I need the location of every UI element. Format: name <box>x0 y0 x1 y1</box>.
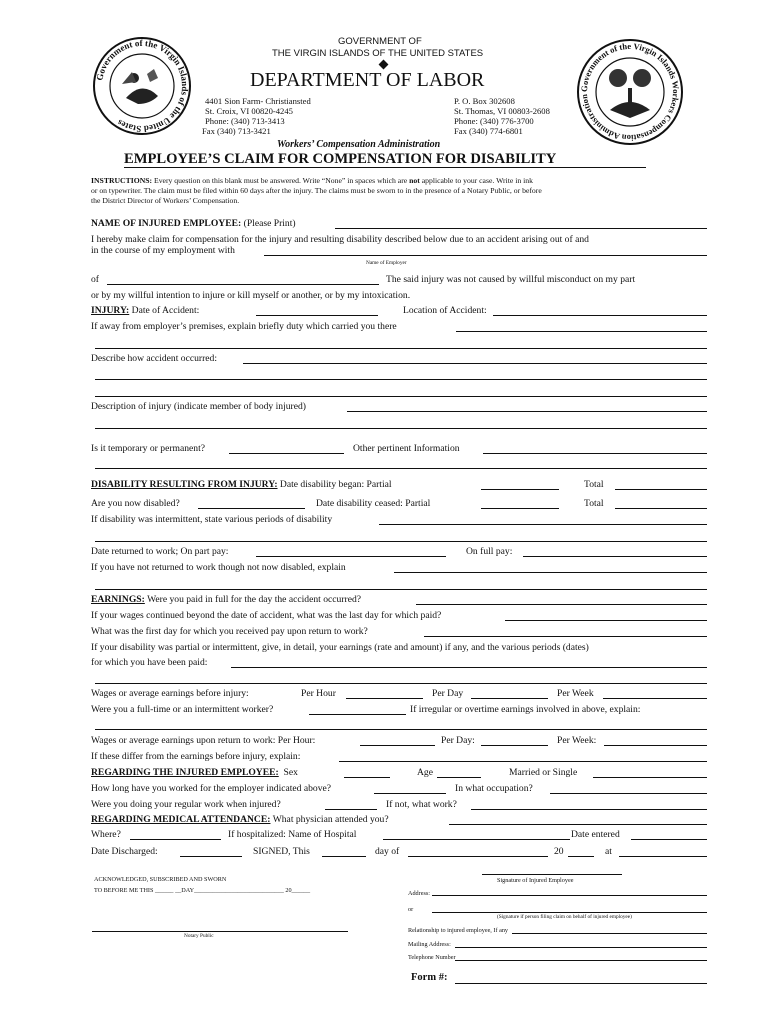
describe-accident-field-3[interactable] <box>95 396 707 397</box>
not-returned-field[interactable] <box>394 572 707 573</box>
phone-field[interactable] <box>455 960 707 961</box>
irregular-label: If irregular or overtime earnings involved in above, explain: <box>410 704 641 715</box>
describe-accident-field-2[interactable] <box>95 379 707 380</box>
mailing-label: Mailing Address: <box>408 941 451 948</box>
differ-field[interactable] <box>339 761 707 762</box>
left-address-4: Fax (340) 713-3421 <box>202 126 271 136</box>
title-underline <box>124 167 646 168</box>
after-per-week-field[interactable] <box>604 745 707 746</box>
gov-line-1: GOVERNMENT OF <box>338 36 422 47</box>
regarding-medical-row: REGARDING MEDICAL ATTENDANCE: What physician attended you? <box>91 814 389 825</box>
away-duty-field-2[interactable] <box>95 348 707 349</box>
first-day-label: What was the first day for which you received pay upon return to work? <box>91 626 368 637</box>
on-full-pay-label: On full pay: <box>466 546 513 557</box>
wages-continued-field[interactable] <box>505 620 707 621</box>
signed-at-field[interactable] <box>619 856 707 857</box>
employer-caption: Name of Employer <box>366 260 407 266</box>
left-address-3: Phone: (340) 713-3413 <box>205 116 285 126</box>
fulltime-label: Were you a full-time or an intermittent worker? <box>91 704 274 715</box>
returned-part-label: Date returned to work; On part pay: <box>91 546 229 557</box>
how-long-field[interactable] <box>374 793 446 794</box>
first-day-field[interactable] <box>424 636 707 637</box>
injured-name-label: NAME OF INJURED EMPLOYEE: (Please Print) <box>91 218 296 229</box>
location-of-accident-field[interactable] <box>493 315 707 316</box>
occupation-field[interactable] <box>550 793 707 794</box>
description-injury-field[interactable] <box>347 411 707 412</box>
disability-ceased-total-field[interactable] <box>615 508 707 509</box>
before-per-week-field[interactable] <box>603 698 707 699</box>
injured-name-field[interactable] <box>335 228 707 229</box>
right-address-2: St. Thomas, VI 00803-2608 <box>454 106 550 116</box>
regarding-employee-row: REGARDING THE INJURED EMPLOYEE: Sex <box>91 767 298 778</box>
phone-label: Telephone Number <box>408 954 456 961</box>
disability-began-total-field[interactable] <box>615 489 707 490</box>
ack-text: ACKNOWLEDGED, SUBSCRIBED AND SWORN <box>94 876 227 883</box>
labor-seal-icon <box>576 38 684 146</box>
regular-work-label: Were you doing your regular work when injured? <box>91 799 281 810</box>
total-label-2: Total <box>584 498 604 509</box>
intermittent-field[interactable] <box>379 524 707 525</box>
form-number-label: Form #: <box>411 972 448 983</box>
injury-row: INJURY: Date of Accident: <box>91 305 200 316</box>
location-of-accident-label: Location of Accident: <box>403 305 487 316</box>
regular-work-field[interactable] <box>325 809 377 810</box>
age-label: Age <box>417 767 433 778</box>
signed-month-field[interactable] <box>408 856 548 857</box>
left-address-1: 4401 Sion Farm- Christiansted <box>205 96 311 106</box>
irregular-field[interactable] <box>95 729 707 730</box>
intermittent-label: If disability was intermittent, state various periods of disability <box>91 514 333 525</box>
married-label: Married or Single <box>509 767 578 778</box>
away-duty-label: If away from employer’s premises, explain briefly duty which carried you there <box>91 321 397 332</box>
admin-title: Workers’ Compensation Administration <box>277 139 441 150</box>
where-label: Where? <box>91 829 121 840</box>
relationship-label: Relationship to injured employee, If any <box>408 927 509 934</box>
signed-year-field[interactable] <box>568 856 594 857</box>
address-field[interactable] <box>432 895 707 896</box>
earnings-row: EARNINGS: Were you paid in full for the day the accident occurred? <box>91 594 362 605</box>
day-of-label: day of <box>375 846 400 857</box>
per-day-after-label: Per Day: <box>441 735 475 746</box>
date-entered-field[interactable] <box>631 839 707 840</box>
description-injury-field-2[interactable] <box>95 428 707 429</box>
partial-line-1: If your disability was partial or intermittent, give, in detail, your earnings (rate and amount) if any, and the various periods (dates) <box>91 642 589 653</box>
date-of-accident-field[interactable] <box>256 315 378 316</box>
before-per-hour-field[interactable] <box>346 698 423 699</box>
fulltime-field[interactable] <box>309 714 406 715</box>
employer-location-field[interactable] <box>107 284 379 285</box>
of-label: of <box>91 274 99 285</box>
claim-line-2: in the course of my employment with <box>91 245 235 256</box>
notary-caption: Notary Public <box>184 933 214 939</box>
other-info-label: Other pertinent Information <box>353 443 460 454</box>
disability-began-partial-field[interactable] <box>481 489 559 490</box>
seal-left-text: Government of the Virgin Islands of the United States <box>94 37 191 135</box>
hospital-name-field[interactable] <box>383 839 570 840</box>
partial-earnings-field-2[interactable] <box>95 683 707 684</box>
left-address-2: St. Croix, VI 00820-4245 <box>205 106 293 116</box>
date-entered-label: Date entered <box>571 829 620 840</box>
other-info-field-2[interactable] <box>95 468 707 469</box>
disability-row: DISABILITY RESULTING FROM INJURY: Date disability began: Partial <box>91 479 392 490</box>
disability-ceased-partial-field[interactable] <box>481 508 559 509</box>
person-signature-caption: (Signature if person filing claim on behalf of injured employee) <box>497 914 632 920</box>
notary-signature-field[interactable] <box>92 931 348 932</box>
per-day-label: Per Day <box>432 688 464 699</box>
physician-field[interactable] <box>449 824 707 825</box>
instructions-line-1: INSTRUCTIONS: Every question on this blank must be answered. Write “None” in spaces which are not applicable to your case. Write in ink <box>91 176 533 185</box>
signed-this-label: SIGNED, This <box>253 846 310 857</box>
hospitalized-label: If hospitalized: Name of Hospital <box>228 829 357 840</box>
date-discharged-field[interactable] <box>180 856 242 857</box>
differ-label: If these differ from the earnings before injury, explain: <box>91 751 301 762</box>
date-discharged-label: Date Discharged: <box>91 846 158 857</box>
misconduct-line-2: or by my willful intention to injure or kill myself or another, or by my intoxication. <box>91 290 411 301</box>
married-field[interactable] <box>593 777 707 778</box>
employee-signature-field[interactable] <box>482 874 622 875</box>
disability-ceased-label: Date disability ceased: Partial <box>316 498 431 509</box>
description-injury-label: Description of injury (indicate member of body injured) <box>91 401 306 412</box>
before-me-text: TO BEFORE ME THIS ______ __DAY_____________________________ 20______ <box>94 887 311 894</box>
temp-perm-field[interactable] <box>229 453 344 454</box>
temp-perm-label: Is it temporary or permanent? <box>91 443 206 454</box>
partial-line-2: for which you have been paid: <box>91 657 208 668</box>
department-title: DEPARTMENT OF LABOR <box>250 69 485 91</box>
employee-signature-caption: Signature of Injured Employee <box>497 877 574 884</box>
claim-line-1: I hereby make claim for compensation for the injury and resulting disability described below due to an accident arising out of and <box>91 234 589 245</box>
describe-accident-field[interactable] <box>243 363 707 364</box>
now-disabled-field[interactable] <box>198 508 305 509</box>
now-disabled-label: Are you now disabled? <box>91 498 180 509</box>
form-title: EMPLOYEE’S CLAIM FOR COMPENSATION FOR DISABILITY <box>124 151 557 167</box>
person-signature-field[interactable] <box>432 912 707 913</box>
age-field[interactable] <box>437 777 481 778</box>
sex-field[interactable] <box>344 777 390 778</box>
total-label-1: Total <box>584 479 604 490</box>
where-field[interactable] <box>130 839 221 840</box>
if-not-label: If not, what work? <box>386 799 457 810</box>
before-per-day-field[interactable] <box>471 698 548 699</box>
year-prefix: 20 <box>554 846 564 857</box>
paid-in-full-field[interactable] <box>416 604 707 605</box>
government-seal-icon <box>92 36 192 136</box>
employer-name-field[interactable] <box>264 255 707 256</box>
partial-earnings-field[interactable] <box>231 667 707 668</box>
returned-part-field[interactable] <box>256 556 446 557</box>
misconduct-line-1: The said injury was not caused by willful misconduct on my part <box>386 274 636 285</box>
not-returned-field-2[interactable] <box>95 589 707 590</box>
after-per-hour-field[interactable] <box>360 745 435 746</box>
per-hour-label: Per Hour <box>301 688 336 699</box>
how-long-label: How long have you worked for the employer indicated above? <box>91 783 332 794</box>
gov-line-2: THE VIRGIN ISLANDS OF THE UNITED STATES <box>272 48 484 59</box>
per-week-after-label: Per Week: <box>557 735 597 746</box>
diamond-icon <box>379 60 389 70</box>
instructions-line-3: the District Director of Workers’ Compensation. <box>91 196 240 205</box>
describe-accident-label: Describe how accident occurred: <box>91 353 217 364</box>
wages-continued-label: If your wages continued beyond the date of accident, what was the last day for which paid? <box>91 610 442 621</box>
address-label: Address: <box>408 890 430 897</box>
occupation-label: In what occupation? <box>455 783 533 794</box>
after-per-day-field[interactable] <box>481 745 548 746</box>
on-full-pay-field[interactable] <box>523 556 707 557</box>
other-info-field[interactable] <box>483 453 707 454</box>
right-address-4: Fax (340) 774-6801 <box>454 126 523 136</box>
per-week-label: Per Week <box>557 688 594 699</box>
wages-after-label: Wages or average earnings upon return to work: Per Hour: <box>91 735 316 746</box>
signed-day-field[interactable] <box>322 856 366 857</box>
right-address-1: P. O. Box 302608 <box>454 96 515 106</box>
seal-right-text: Government of the Virgin Islands Workers Compensation Administration <box>578 40 682 144</box>
instructions-line-2: or on typewriter. The claim must be filed within 60 days after the injury. The claims must be sworn to in the presence of a Notary Public, or before <box>91 186 542 195</box>
at-label: at <box>605 846 612 857</box>
form-number-field[interactable] <box>455 983 707 984</box>
intermittent-field-2[interactable] <box>95 541 707 542</box>
or-label: or <box>408 906 414 913</box>
mailing-field[interactable] <box>455 947 707 948</box>
away-duty-field[interactable] <box>456 331 707 332</box>
wages-before-label: Wages or average earnings before injury: <box>91 688 249 699</box>
relationship-field[interactable] <box>512 933 707 934</box>
if-not-field[interactable] <box>471 809 707 810</box>
not-returned-label: If you have not returned to work though not now disabled, explain <box>91 562 346 573</box>
right-address-3: Phone: (340) 776-3700 <box>454 116 534 126</box>
